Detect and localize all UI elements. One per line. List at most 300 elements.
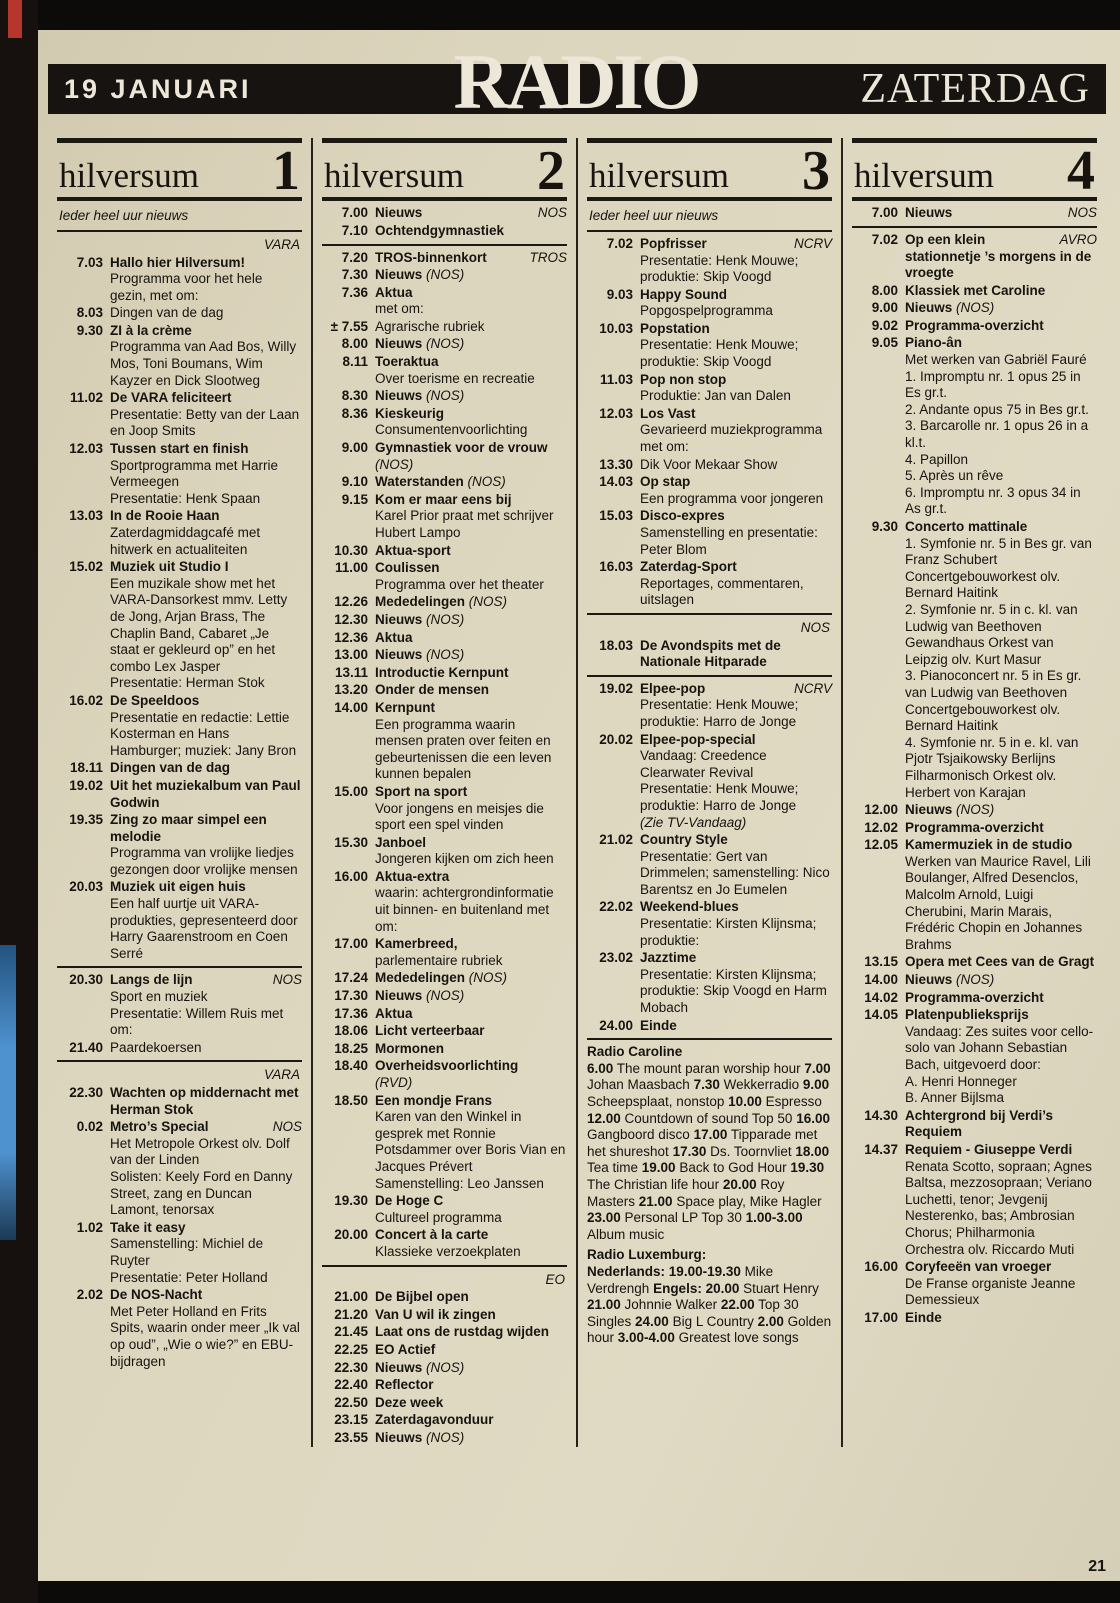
program-body: [640, 287, 832, 320]
program-title-line: [375, 1227, 567, 1244]
program-time: 21.20: [334, 1306, 368, 1322]
program-body: [375, 1058, 567, 1091]
program-entry: [587, 406, 832, 456]
program-time: 7.03: [76, 254, 103, 270]
program-title: Dingen van de dag: [110, 760, 231, 776]
program-title-line: [375, 1395, 567, 1412]
program-body: [905, 954, 1097, 971]
program-title: Aktua-sport: [375, 542, 451, 558]
program-title: Einde: [640, 1017, 677, 1033]
program-title-line: [110, 1287, 302, 1304]
program-entry: [322, 492, 567, 542]
program-title: Concert à la carte: [375, 1227, 489, 1243]
program-entry: [322, 630, 567, 647]
program-time: 12.30: [334, 611, 368, 627]
radio-section-text: 6.00 The mount paran worship hour 7.00 Johan Maasbach 7.30 Wekkerradio 9.00 Scheepsplaat, nonstop 10.00 Espresso 12.00 Countdown of sound Top 50 16.00 Gangboord disco 17.00 Tipparade met het shureshot 17.30 Ds. Toornvliet 18.00 Tea time 19.00 Back to God Hour 19.30 The Christian life hour 20.00 Roy Masters 21.00 Space play, Mike Hagler 23.00 Personal LP Top 30 1.00-3.00 Album music: [587, 1060, 831, 1242]
program-time: 24.00: [599, 1017, 633, 1033]
program-description: Met Peter Holland en Frits Spits, waarin onder meer „Ik val op oud”, „Wie o wie?” en EBU-bijdragen: [110, 1303, 300, 1369]
program-time: 15.30: [334, 834, 368, 850]
program-title-line: [375, 223, 567, 240]
program-entry: [322, 319, 567, 336]
program-title-line: [375, 440, 567, 473]
program-title: Zaterdagavonduur: [375, 1412, 494, 1428]
program-body: [375, 406, 567, 439]
broadcaster-tag: NOS: [1067, 205, 1097, 221]
program-body: [640, 681, 832, 731]
program-entry: [322, 1193, 567, 1226]
program-entry: [852, 335, 1097, 518]
program-entry: [322, 267, 567, 284]
program-title-line: [110, 812, 302, 845]
program-time: 9.00: [341, 440, 368, 456]
program-time: 13.11: [334, 664, 368, 680]
program-body: [375, 1093, 567, 1193]
program-title: Nieuws: [905, 205, 953, 221]
program-title-line: [375, 835, 567, 852]
program-title-line: [640, 681, 832, 698]
program-description: Programma over het theater: [375, 576, 544, 592]
program-time: 22.25: [334, 1341, 368, 1357]
program-time: 15.02: [69, 559, 103, 575]
program-body: [640, 950, 832, 1016]
program-entry: [587, 832, 832, 898]
station-column-1: [48, 138, 311, 1447]
program-title-line: [375, 1377, 567, 1394]
program-network-suffix: (NOS): [426, 267, 465, 283]
program-title-line: [375, 336, 567, 353]
program-title-line: [375, 1041, 567, 1058]
program-title: Nieuws: [375, 388, 423, 404]
program-body: [640, 372, 832, 405]
program-title-line: [375, 388, 567, 405]
program-entry: [322, 1307, 567, 1324]
program-body: [375, 354, 567, 387]
program-title: EO Actief: [375, 1341, 436, 1357]
program-title: Nieuws: [905, 300, 953, 316]
program-title: Waterstanden: [375, 474, 464, 490]
program-title-line: [640, 732, 832, 749]
program-description: 2. Symfonie nr. 5 in c. kl. van Ludwig van Beethoven Gewandhaus Orkest van Leipzig olv. Kurt Masur: [905, 601, 1078, 667]
program-title-line: [905, 519, 1097, 536]
program-description: Voor jongens en meisjes die sport een spel vinden: [375, 800, 544, 833]
program-title-line: [110, 879, 302, 896]
program-title: Zaterdag-Sport: [640, 559, 737, 575]
program-time: 1.02: [76, 1219, 103, 1235]
date-label: 19 JANUARI: [64, 73, 252, 104]
program-title: Jazztime: [640, 950, 697, 966]
page-header: [48, 37, 1106, 125]
program-title: De Avondspits met de Nationale Hitparade: [640, 637, 781, 670]
program-title: Gymnastiek voor de vrouw: [375, 440, 548, 456]
program-body: [905, 820, 1097, 837]
section-divider: [57, 966, 302, 968]
program-description: Werken van Maurice Ravel, Lili Boulanger, Alfred Desenclos, Malcolm Arnold, Luigi Cherubini, Marin Marais, Frédéric Chopin en Johannes Brahms: [905, 853, 1091, 952]
program-body: [640, 559, 832, 609]
program-body: [375, 205, 567, 222]
program-title: Nieuws: [375, 647, 423, 663]
program-body: [905, 972, 1097, 989]
program-description: Een programma voor jongeren: [640, 490, 824, 506]
program-body: [905, 300, 1097, 317]
program-title: Mededelingen: [375, 594, 466, 610]
program-network-suffix: (NOS): [468, 594, 508, 610]
program-time: 20.30: [69, 972, 103, 988]
program-body: [375, 560, 567, 593]
program-body: [905, 990, 1097, 1007]
program-entry: [852, 1259, 1097, 1309]
program-description: Presentatie en redactie: Lettie Kosterman en Hans Hamburger; muziek: Jany Bron: [110, 709, 297, 758]
program-time: 21.40: [69, 1039, 103, 1055]
program-title-line: [375, 988, 567, 1005]
program-title-line: [375, 665, 567, 682]
program-entry: [57, 693, 302, 759]
program-title-line: [110, 1220, 302, 1237]
binding-edge: [0, 0, 38, 1603]
program-title-line: [110, 693, 302, 710]
program-title-line: [640, 1018, 832, 1035]
station-name: hilversum: [59, 155, 199, 195]
program-description: Cultureel programma: [375, 1209, 502, 1225]
program-entry: [587, 508, 832, 558]
program-title: Opera met Cees van de Gragt: [905, 954, 1095, 970]
program-title-line: [905, 1259, 1097, 1276]
program-body: [375, 612, 567, 629]
program-body: [640, 732, 832, 832]
hourly-news-note: Ieder heel uur nieuws: [587, 205, 832, 232]
program-time: 20.00: [334, 1227, 368, 1243]
program-title-line: [905, 802, 1097, 819]
program-entry: [852, 972, 1097, 989]
program-network-suffix: (NOS): [426, 1359, 465, 1375]
program-entry: [57, 879, 302, 962]
program-title-line: [110, 508, 302, 525]
program-title-line: [640, 372, 832, 389]
program-network-suffix: (NOS): [426, 647, 465, 663]
program-network-suffix: (NOS): [426, 336, 465, 352]
program-title: Langs de lijn: [110, 972, 193, 988]
program-time: 8.36: [341, 405, 368, 421]
program-time: 13.03: [69, 508, 103, 524]
program-time: 22.30: [69, 1085, 103, 1100]
program-title: Coryfeeën van vroeger: [905, 1259, 1052, 1275]
program-title-line: [640, 899, 832, 916]
program-entry: [322, 223, 567, 240]
program-entry: [322, 988, 567, 1005]
program-title-line: [375, 492, 567, 509]
program-description: 4. Symfonie nr. 5 in e. kl. van Pjotr Tsjaikowsky Berlijns Filharmonisch Orkest olv. Herbert von Karajan: [905, 734, 1079, 800]
program-description: 4. Papillon: [905, 451, 969, 467]
program-time: 13.20: [334, 682, 368, 698]
program-description: Over toerisme en recreatie: [375, 370, 535, 386]
program-description: Jongeren kijken om zich heen: [375, 851, 554, 867]
program-time: 19.02: [599, 680, 633, 696]
program-title: Janboel: [375, 834, 427, 850]
program-body: [375, 1430, 567, 1447]
program-entry: [322, 936, 567, 969]
program-time: 22.50: [334, 1394, 368, 1410]
program-body: [640, 321, 832, 371]
program-title: Hallo hier Hilversum!: [110, 254, 246, 270]
program-title-line: [375, 936, 567, 953]
program-time: 2.02: [76, 1287, 103, 1303]
program-body: [640, 899, 832, 949]
program-description: Presentatie: Willem Ruis met om:: [110, 1005, 284, 1038]
program-title-line: [110, 305, 302, 322]
program-description: Presentatie: Gert van Drimmelen; samenstelling: Nico Barentsz en Jo Eumelen: [640, 848, 830, 897]
program-title-line: [375, 406, 567, 423]
program-title: De NOS-Nacht: [110, 1287, 203, 1303]
program-body: [375, 1023, 567, 1040]
program-time: 12.00: [864, 802, 898, 818]
program-description: Gevarieerd muziekprogramma met om:: [640, 422, 823, 455]
program-entry: [852, 318, 1097, 335]
program-title-line: [375, 682, 567, 699]
program-entry: [587, 1018, 832, 1035]
program-title-line: [905, 1142, 1097, 1159]
program-title: ZI à la crème: [110, 322, 192, 338]
program-body: [110, 323, 302, 389]
program-time: 7.00: [341, 205, 368, 221]
program-entry: [587, 287, 832, 320]
program-body: [375, 647, 567, 664]
program-time: 8.03: [76, 305, 103, 321]
program-title: Los Vast: [640, 405, 696, 421]
program-description: Presentatie: Kirsten Klijnsma; produktie:: [640, 916, 817, 948]
program-title: Kernpunt: [375, 699, 435, 715]
program-time: 12.36: [334, 629, 368, 645]
program-time: 15.00: [334, 783, 368, 799]
program-title: Nieuws: [375, 1359, 423, 1375]
program-description: 3. Pianoconcert nr. 5 in Es gr. van Ludwig van Beethoven Concertgebouworkest olv. Bernard Haitink: [905, 668, 1082, 734]
program-description: Klassieke verzoekplaten: [375, 1243, 521, 1259]
program-body: [375, 492, 567, 542]
program-title-line: [110, 1119, 302, 1136]
program-title: Muziek uit Studio I: [110, 559, 229, 575]
program-body: [110, 972, 302, 1038]
program-body: [375, 543, 567, 560]
program-description: Presentatie: Henk Mouwe; produktie: Harro de Jonge: [640, 697, 799, 729]
program-title-line: [375, 647, 567, 664]
program-body: [375, 223, 567, 240]
program-title-line: [375, 1430, 567, 1447]
program-time: 17.00: [334, 936, 368, 952]
program-title-line: [375, 285, 567, 302]
program-entry: [852, 283, 1097, 300]
broadcaster-tag: NOS: [537, 205, 567, 221]
station-name: hilversum: [589, 155, 729, 195]
program-time: 7.00: [871, 205, 898, 221]
program-entry: [322, 543, 567, 560]
program-description: De Franse organiste Jeanne Demessieux: [905, 1275, 1076, 1308]
program-body: [110, 305, 302, 322]
program-entry: [57, 760, 302, 777]
program-description: B. Anner Bijlsma: [905, 1090, 1005, 1106]
program-body: [110, 559, 302, 692]
program-time: 14.00: [334, 699, 368, 715]
program-body: [110, 441, 302, 507]
program-title-line: [375, 1093, 567, 1110]
program-entry: [57, 323, 302, 389]
section-divider: [852, 226, 1097, 228]
program-title: Nieuws: [375, 267, 423, 283]
program-entry: [57, 812, 302, 878]
program-body: [110, 879, 302, 962]
program-body: [640, 1018, 832, 1035]
program-body: [640, 638, 832, 671]
program-title: Muziek uit eigen huis: [110, 879, 246, 895]
program-time: 23.02: [599, 950, 633, 966]
program-time: 17.00: [864, 1309, 898, 1325]
program-time: 10.03: [599, 320, 633, 336]
program-title: Weekend-blues: [640, 899, 739, 915]
program-entry: [852, 300, 1097, 317]
program-entry: [57, 1040, 302, 1057]
program-title-line: [375, 970, 567, 987]
program-title-line: [375, 1324, 567, 1341]
program-title: Aktua: [375, 284, 413, 300]
program-title: Ochtendgymnastiek: [375, 222, 505, 238]
program-entry: [852, 802, 1097, 819]
program-entry: [322, 665, 567, 682]
program-time: 8.00: [341, 336, 368, 352]
program-time: 9.03: [606, 286, 633, 302]
program-body: [110, 1287, 302, 1370]
program-time: 13.00: [334, 647, 368, 663]
program-description: Een half uurtje uit VARA-produkties, gepresenteerd door Harry Gaarenstroom en Coen Serré: [110, 896, 298, 961]
program-time: 14.37: [864, 1141, 898, 1157]
program-time: 18.50: [334, 1092, 368, 1108]
program-title: Kamerbreed,: [375, 936, 458, 952]
program-title-line: [905, 232, 1097, 282]
program-title: Nieuws: [905, 802, 953, 818]
program-description: Presentatie: Kirsten Klijnsma; produktie: Skip Voogd en Harm Mobach: [640, 966, 827, 1016]
program-title-line: [640, 559, 832, 576]
program-title: Deze week: [375, 1394, 444, 1410]
program-title: De Bijbel open: [375, 1289, 469, 1305]
program-entry: [322, 1006, 567, 1023]
program-network-suffix: (NOS): [956, 802, 995, 818]
program-entry: [322, 970, 567, 987]
program-time: 8.11: [342, 354, 368, 370]
program-title: De Hoge C: [375, 1193, 444, 1209]
program-entry: [57, 1119, 302, 1219]
program-description: Presentatie: Peter Holland: [110, 1269, 268, 1285]
section-divider: [587, 613, 832, 615]
program-body: [375, 267, 567, 284]
program-entry: [587, 681, 832, 731]
program-body: [375, 970, 567, 987]
program-description: Presentatie: Henk Mouwe; produktie: Skip Voogd: [640, 252, 799, 285]
program-network-suffix: (NOS): [468, 970, 508, 986]
program-description: Karel Prior praat met schrijver Hubert Lampo: [375, 508, 554, 540]
program-title-line: [905, 318, 1097, 335]
program-time: 19.35: [69, 812, 103, 828]
program-title: TROS-binnenkort: [375, 249, 487, 265]
program-body: [375, 1342, 567, 1359]
program-title: Reflector: [375, 1377, 434, 1393]
program-entry: [322, 285, 567, 318]
program-time: 19.30: [334, 1193, 368, 1209]
station-number: 2: [537, 140, 565, 202]
program-title-line: [905, 335, 1097, 352]
program-entry: [57, 508, 302, 558]
program-entry: [322, 682, 567, 699]
program-description: Programma van vrolijke liedjes gezongen door vrolijke mensen: [110, 845, 298, 877]
program-title: Achtergrond bij Verdi’s Requiem: [905, 1107, 1054, 1140]
program-entry: [57, 972, 302, 1038]
program-time: 17.30: [334, 988, 368, 1004]
program-description: Karen van den Winkel in gesprek met Ronnie Potsdammer over Boris Vian en Jacques Prévert: [375, 1109, 566, 1174]
broadcaster-tag: NCRV: [793, 235, 832, 251]
program-title: Op een klein stationnetje ’s morgens in de vroegte: [905, 231, 1092, 281]
program-time: 14.00: [864, 972, 898, 988]
program-time: 9.30: [76, 322, 103, 338]
program-title-line: [640, 457, 832, 474]
program-time: 12.03: [599, 405, 633, 421]
program-description: Het Metropole Orkest olv. Dolf van der Linden: [110, 1135, 290, 1168]
program-time: 22.30: [334, 1359, 368, 1375]
program-body: [110, 1040, 302, 1057]
program-time: 11.00: [334, 560, 368, 576]
program-body: [905, 802, 1097, 819]
program-body: [905, 1310, 1097, 1327]
program-title: Nieuws: [375, 988, 423, 1004]
program-title: Mormonen: [375, 1040, 444, 1056]
program-entry: [852, 1310, 1097, 1327]
program-time: 11.02: [69, 390, 103, 406]
program-title-line: [905, 990, 1097, 1007]
program-entry: [322, 1227, 567, 1260]
program-time: 12.03: [69, 441, 103, 457]
program-entry: [852, 837, 1097, 953]
program-entry: [322, 406, 567, 439]
station-number: 3: [802, 140, 830, 202]
program-body: [905, 205, 1097, 222]
program-body: [110, 255, 302, 305]
program-body: [375, 1041, 567, 1058]
program-body: [375, 594, 567, 611]
program-description: Produktie: Jan van Dalen: [640, 388, 791, 404]
program-body: [110, 778, 302, 811]
station-column-2: [311, 138, 576, 1447]
program-title: Programma-overzicht: [905, 989, 1044, 1005]
program-time: 13.30: [599, 456, 633, 472]
program-body: [375, 250, 567, 267]
program-entry: [322, 1377, 567, 1394]
broadcaster-label: EO: [545, 1271, 565, 1287]
program-title: Nieuws: [905, 972, 953, 988]
program-time: 9.05: [871, 335, 898, 351]
program-title: Uit het muziekalbum van Paul Godwin: [110, 777, 301, 810]
program-time: 8.00: [871, 282, 898, 298]
program-title-line: [375, 319, 567, 336]
program-entry: [57, 778, 302, 811]
program-body: [110, 390, 302, 440]
program-entry: [322, 835, 567, 868]
program-description: Renata Scotto, sopraan; Agnes Baltsa, mezzosopraan; Veriano Luchetti, tenor; Jevgenij Nesterenko, bas; Ambrosian Chorus; Philharmonia Orchestra olv. Riccardo Muti: [905, 1158, 1092, 1257]
program-entry: [852, 1007, 1097, 1107]
program-description: 2. Andante opus 75 in Bes gr.t.: [905, 401, 1089, 417]
program-title: Overheidsvoorlichting: [375, 1058, 519, 1074]
program-entry: [587, 321, 832, 371]
program-title-line: [640, 508, 832, 525]
program-time: ± 7.55: [330, 318, 368, 334]
program-title-line: [375, 630, 567, 647]
program-description: Vandaag: Zes suites voor cello-solo van Johann Sebastian Bach, uitgevoerd door:: [905, 1023, 1094, 1072]
program-time: 20.03: [69, 879, 103, 895]
program-body: [375, 1193, 567, 1226]
program-body: [640, 474, 832, 507]
